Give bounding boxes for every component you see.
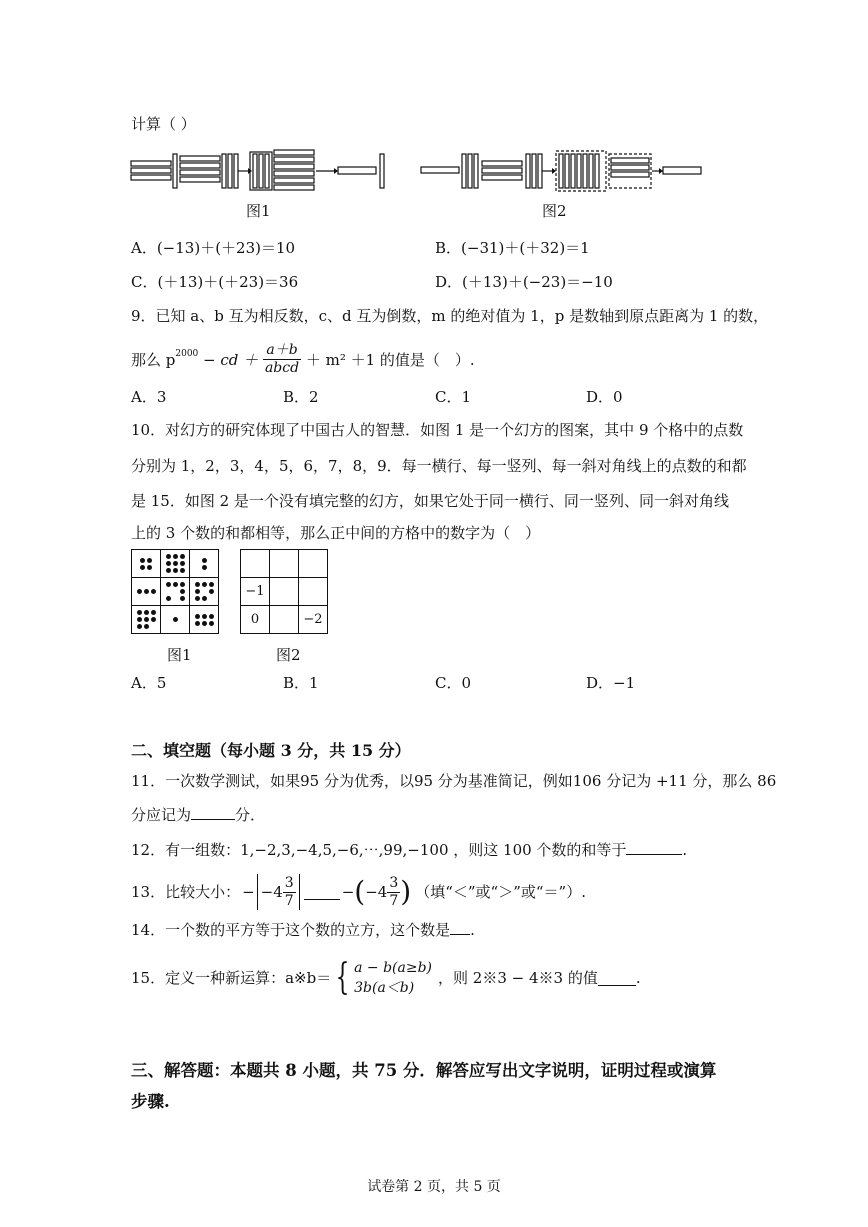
q9-line1: 9．已知 a、b 互为相反数，c、d 互为倒数，m 的绝对值为 1，p 是数轴到原点距离为 1 的数，	[131, 307, 769, 325]
grid-cell	[299, 578, 328, 606]
q8-option-d: D．(＋13)＋(−23)＝−10	[435, 273, 613, 291]
q13-frac1-num: 3	[284, 874, 294, 891]
dot	[151, 589, 156, 594]
grid-cell	[270, 606, 299, 634]
dot	[202, 565, 207, 570]
dot	[173, 561, 178, 566]
q9-frac-den: abcd	[264, 360, 300, 376]
dot	[144, 589, 149, 594]
q13-abs-value	[257, 874, 300, 910]
q15-case1: a − b(a≥b)	[354, 960, 433, 976]
q9-exponent: 2000	[175, 348, 199, 359]
dot-cell	[190, 578, 219, 606]
q9-expr-prefix: 那么 p	[131, 350, 176, 369]
q14-answer-blank[interactable]	[450, 920, 470, 935]
dot-gap	[209, 596, 214, 601]
q14-text-a: 14．一个数的平方等于这个数的立方，这个数是	[131, 921, 451, 939]
dot	[140, 565, 145, 570]
section3-title-line1: 三、解答题：本题共 8 小题，共 75 分．解答应写出文字说明，证明过程或演算	[131, 1061, 717, 1080]
q11-text-a: 分应记为	[131, 806, 192, 824]
q10-option-a: A．5	[131, 674, 167, 692]
q13-answer-blank[interactable]	[304, 885, 340, 900]
dot	[209, 614, 214, 619]
grid-cell: −1	[241, 578, 270, 606]
q13-frac2	[387, 875, 400, 910]
dot	[144, 617, 149, 622]
dot-cell	[190, 606, 219, 634]
grid-cell	[270, 578, 299, 606]
dot	[173, 617, 178, 622]
q8-option-a: A．(−13)＋(＋23)＝10	[131, 239, 296, 257]
dot	[137, 589, 142, 594]
dot	[173, 568, 178, 573]
q11-line2	[131, 805, 265, 825]
page-footer: 试卷第 2 页，共 5 页	[367, 1179, 501, 1195]
q11-text-b: 分．	[235, 806, 266, 824]
dot	[180, 589, 185, 594]
section2-title: 二、填空题（每小题 3 分，共 15 分）	[131, 741, 411, 760]
dot	[166, 554, 171, 559]
q15-answer-blank[interactable]	[598, 971, 636, 986]
dot	[180, 596, 185, 601]
q9-expr-tail: ＋ m² ＋1 的值是（ ）.	[301, 350, 475, 369]
q15-case2: 3b(a＜b)	[354, 980, 415, 996]
dot-gap	[202, 589, 207, 594]
q8-figures	[128, 146, 708, 196]
dot	[166, 596, 171, 601]
dot	[166, 561, 171, 566]
q10-line2: 分别为 1，2，3，4，5，6，7，8，9．每一横行、每一竖列、每一斜对角线上的点数的和都	[131, 457, 747, 475]
q13-frac2-num: 3	[389, 874, 399, 891]
q15-line: 15．定义一种新运算：a※b＝ { a − b(a≥b) 3b(a＜b) ，则 2※3 − 4※3 的值 .	[131, 957, 641, 998]
q13-text-b: （填“＜”或“＞”或“＝”）.	[415, 883, 586, 901]
q9-frac-num: a＋b	[263, 342, 301, 360]
q14-text-b: .	[470, 921, 475, 939]
q9-option-d: D．0	[586, 388, 623, 406]
q10-line4: 上的 3 个数的和都相等，那么正中间的方格中的数字为（ ）	[131, 524, 541, 542]
dot	[137, 617, 142, 622]
dot	[151, 617, 156, 622]
dot	[137, 610, 142, 615]
q15-text-c: .	[635, 969, 641, 987]
q9-option-a: A．3	[131, 388, 167, 406]
magic-square-incomplete	[240, 549, 328, 634]
magic-square-dots	[131, 549, 219, 634]
dot	[202, 614, 207, 619]
dot	[151, 610, 156, 615]
q8-stem: 计算（ ）	[131, 115, 196, 133]
dot	[209, 589, 214, 594]
dot-gap	[173, 596, 178, 601]
dot	[202, 621, 207, 626]
dot	[147, 558, 152, 563]
q8-fig2-label: 图2	[542, 202, 567, 220]
dot-cell	[132, 606, 161, 634]
grid-cell: −2	[299, 606, 328, 634]
dot-cell	[132, 550, 161, 578]
dot	[137, 624, 142, 629]
dot	[173, 582, 178, 587]
dot	[209, 621, 214, 626]
dot	[144, 610, 149, 615]
dot	[209, 582, 214, 587]
section3-title-line2: 步骤.	[131, 1092, 170, 1111]
q15-text-b: ，则 2※3 − 4※3 的值	[438, 969, 598, 987]
q9-fraction	[263, 342, 301, 377]
dot-cell	[132, 578, 161, 606]
q14-line	[131, 920, 475, 940]
q10-option-c: C．0	[435, 674, 472, 692]
dot	[195, 589, 200, 594]
q10-option-d: D．−1	[586, 674, 636, 692]
dot	[166, 568, 171, 573]
dot	[195, 582, 200, 587]
dot-cell	[161, 578, 190, 606]
q10-line1: 10．对幻方的研究体现了中国古人的智慧．如图 1 是一个幻方的图案，其中 9 个格中的点数	[131, 421, 744, 439]
dot-cell	[190, 550, 219, 578]
dot	[202, 582, 207, 587]
q10-fig1-label: 图1	[167, 646, 192, 664]
q11-line1: 11．一次数学测试，如果95 分为优秀，以95 分为基准简记，例如106 分记为 +11 分，那么 86	[131, 772, 777, 790]
q8-fig1-label: 图1	[246, 202, 271, 220]
q13-text-a: 13．比较大小：	[131, 883, 241, 901]
q12-text-a: 12．有一组数：1,−2,3,−4,5,−6,⋯,99,−100 ，则这 100 个数的和等于	[131, 841, 627, 859]
dot	[166, 582, 171, 587]
q9-option-c: C．1	[435, 388, 472, 406]
dot-cell	[161, 550, 190, 578]
dot	[195, 621, 200, 626]
grid-cell	[241, 550, 270, 578]
q9-expr-mid: − cd ＋	[198, 350, 263, 369]
q8-option-b: B．(−31)＋(＋32)＝1	[435, 239, 590, 257]
q9-option-b: B．2	[283, 388, 319, 406]
q13-int1: −4	[260, 883, 283, 901]
q15-cases	[354, 958, 432, 998]
dot-gap	[166, 589, 171, 594]
dot	[173, 554, 178, 559]
q10-option-b: B．1	[283, 674, 319, 692]
dot	[180, 568, 185, 573]
grid-cell	[270, 550, 299, 578]
dot	[195, 614, 200, 619]
grid-cell: 0	[241, 606, 270, 634]
q13-frac1-den: 7	[284, 892, 294, 909]
dot	[195, 596, 200, 601]
dot	[202, 558, 207, 563]
q8-fig1-diagram	[131, 150, 384, 190]
q15-text-a: 15．定义一种新运算：a※b＝	[131, 969, 332, 987]
q9-line2	[131, 342, 475, 377]
q12-text-b: .	[682, 841, 688, 859]
dot	[147, 565, 152, 570]
q12-answer-blank[interactable]	[626, 840, 682, 855]
q10-line3: 是 15．如图 2 是一个没有填完整的幻方，如果它处于同一横行、同一竖列、同一斜对角线	[131, 492, 729, 510]
dot	[180, 582, 185, 587]
q13-line: 13．比较大小： − −4 $\frac{3}{7}$ − ( −4 $\frac{3}{7}$ ) （填“＜”或“＞”或“＝”）.	[131, 874, 586, 909]
dot	[202, 596, 207, 601]
q10-fig2-label: 图2	[276, 646, 301, 664]
dot	[180, 561, 185, 566]
q13-frac2-den: 7	[389, 892, 399, 909]
q12-line	[131, 840, 687, 860]
dot-cell	[161, 606, 190, 634]
q11-answer-blank[interactable]	[191, 805, 235, 820]
dot-gap	[173, 589, 178, 594]
dot-gap	[151, 624, 156, 629]
q8-option-c: C．(＋13)＋(＋23)＝36	[131, 273, 299, 291]
dot	[180, 554, 185, 559]
grid-cell	[299, 550, 328, 578]
q13-int2: −4	[365, 883, 388, 901]
dot	[144, 624, 149, 629]
dot	[140, 558, 145, 563]
q13-frac1	[283, 875, 296, 910]
